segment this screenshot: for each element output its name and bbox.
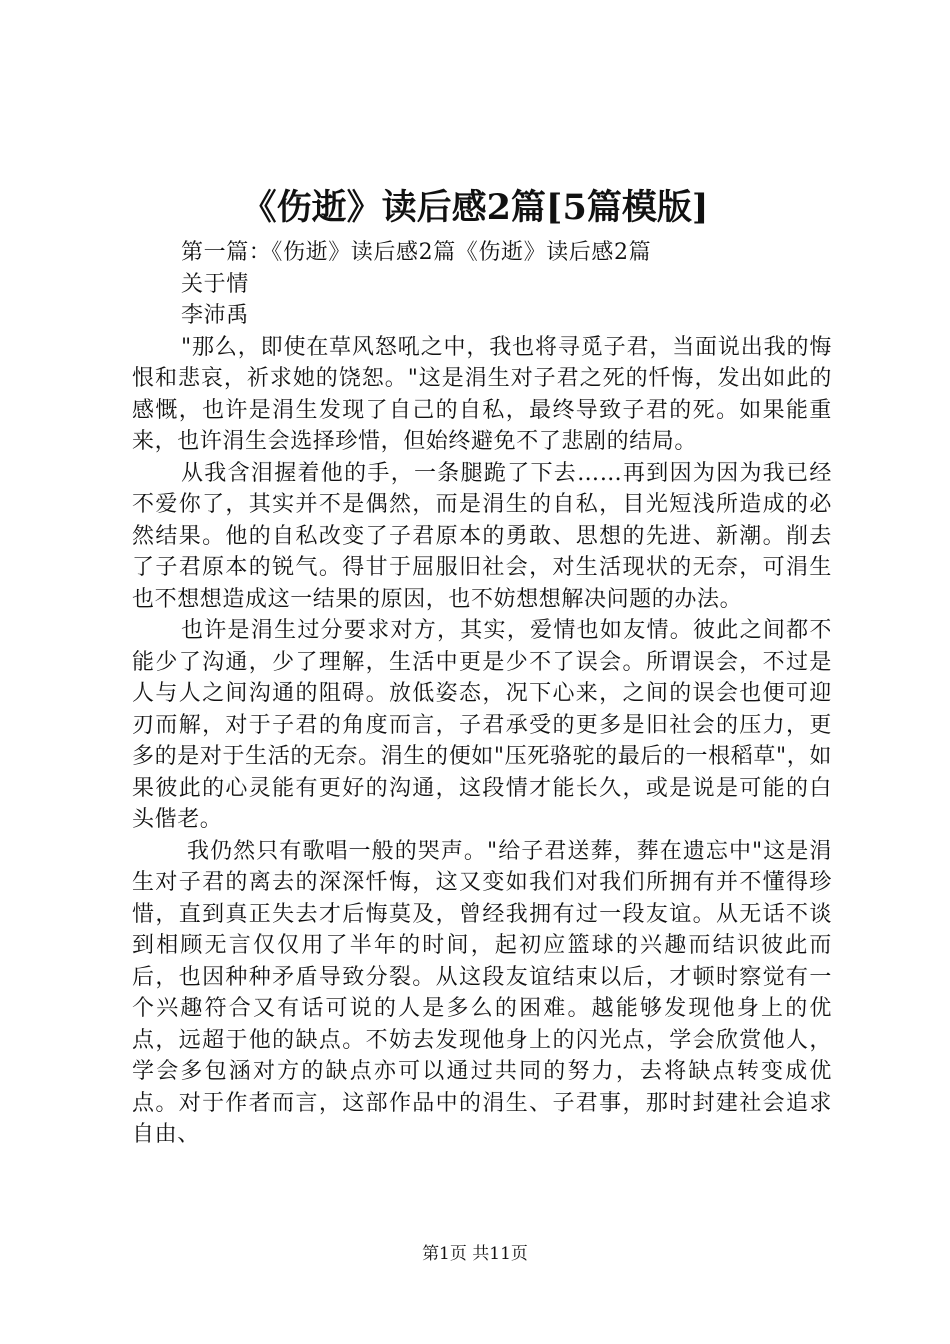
author-name: 李沛禹 xyxy=(181,303,249,328)
document-body xyxy=(132,237,832,1151)
essay-title: 关于情 xyxy=(181,271,249,297)
subheading: 第一篇：《伤逝》读后感2篇《伤逝》读后感2篇 xyxy=(181,240,652,265)
paragraph: "那么，即使在草风怒吼之中，我也将寻觅子君，当面说出我的悔恨和悲哀，祈求她的饶恕。"这是涓生对子君之死的忏悔，发出如此的感慨，也许是涓生发现了自己的自私，最终导致子君的死。如果能重来，也许涓生会选择珍惜，但始终避免不了悲剧的结局。 xyxy=(132,334,832,454)
paragraph: 也许是涓生过分要求对方，其实，爱情也如友情。彼此之间都不能少了沟通，少了理解，生活中更是少不了误会。所谓误会，不过是人与人之间沟通的阻碍。放低姿态，况下心来，之间的误会也便可迎刃而解，对于子君的角度而言，子君承受的更多是旧社会的压力，更多的是对于生活的无奈。涓生的便如"压死骆驼的最后的一根稻草"，如果彼此的心灵能有更好的沟通，这段情才能长久，或是说是可能的白头偕老。 xyxy=(132,618,832,832)
document-title: 《伤逝》读后感2篇[5篇模版] xyxy=(241,187,709,228)
paragraph: 从我含泪握着他的手，一条腿跪了下去……再到因为因为我已经不爱你了，其实并不是偶然，而是涓生的自私，目光短浅所造成的必然结果。他的自私改变了子君原本的勇敢、思想的先进、新潮。削去了子君原本的锐气。得甘于屈服旧社会，对生活现状的无奈，可涓生也不想想造成这一结果的原因，也不妨想想解决问题的办法。 xyxy=(132,460,832,612)
page-number-footer: 第1页 共11页 xyxy=(422,1244,528,1264)
paragraph: 我仍然只有歌唱一般的哭声。"给子君送葬，葬在遗忘中"这是涓生对子君的离去的深深忏悔，这又变如我们对我们所拥有并不懂得珍惜，直到真正失去才后悔莫及，曾经我拥有过一段友谊。从无话不谈到相顾无言仅仅用了半年的时间，起初应篮球的兴趣而结识彼此而后，也因种种矛盾导致分裂。从这段友谊结束以后，才顿时察觉有一个兴趣符合又有话可说的人是多么的困难。越能够发现他身上的优点，远超于他的缺点。不妨去发现他身上的闪光点，学会欣赏他人，学会多包涵对方的缺点亦可以通过共同的努力，去将缺点转变成优点。对于作者而言，这部作品中的涓生、子君事，那时封建社会追求自由、 xyxy=(132,838,832,1147)
